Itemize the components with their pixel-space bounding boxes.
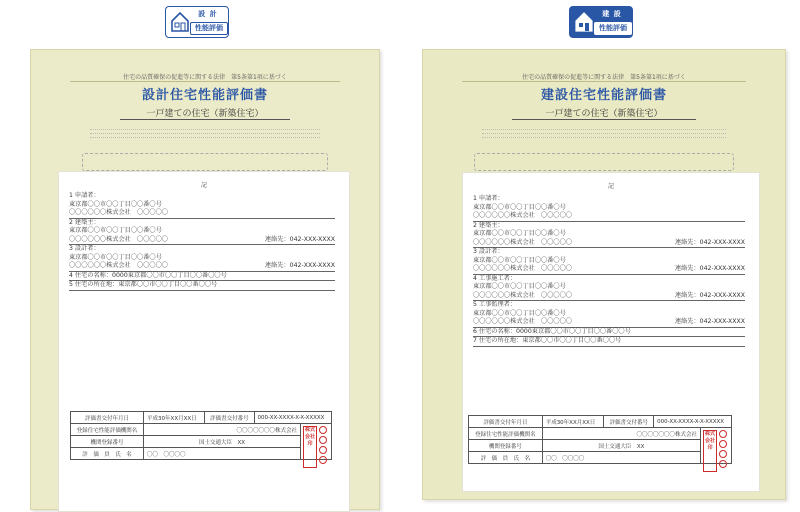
entry-item xyxy=(473,337,745,347)
entry-text: 1 申請者： xyxy=(473,195,504,202)
entry-detail xyxy=(473,257,745,266)
construction-performance-logo xyxy=(569,6,633,38)
entry-label xyxy=(69,245,335,254)
entry-text: 〇〇〇〇〇〇株式会社 〇〇〇〇〇 xyxy=(69,209,168,216)
entry-item xyxy=(69,192,335,219)
evaluator-value: 〇〇 〇〇〇〇 xyxy=(542,452,700,464)
construction-evaluation-document xyxy=(422,49,786,500)
divider xyxy=(120,119,290,120)
entry-text: 〇〇〇〇〇〇株式会社 〇〇〇〇〇 xyxy=(473,291,572,299)
evaluator-label: 評 価 員 氏 名 xyxy=(71,448,144,460)
entry-detail xyxy=(69,209,335,219)
entry-label xyxy=(473,301,745,310)
entry-detail xyxy=(473,230,745,239)
entry-label xyxy=(473,195,745,204)
entry-text: 3 設計者： xyxy=(69,245,100,252)
organization-label: 登録住宅性能評価機関名 xyxy=(71,424,144,436)
entry-text: 〇〇〇〇〇〇株式会社 〇〇〇〇〇 xyxy=(69,235,168,243)
entry-label xyxy=(473,248,745,257)
entry-label xyxy=(473,275,745,284)
divider xyxy=(512,119,696,120)
logo-label-bottom: 性能評価 xyxy=(190,22,228,35)
entry-detail xyxy=(69,262,335,272)
entry-label xyxy=(473,222,745,231)
company-seal-stamp: 株式会社印 xyxy=(303,426,317,468)
entry-item xyxy=(473,222,745,249)
entry-list xyxy=(473,195,745,347)
organization-value: 〇〇〇〇〇〇〇株式会社 xyxy=(144,424,301,436)
note-box xyxy=(82,153,328,171)
design-performance-logo xyxy=(165,6,229,38)
entry-list xyxy=(69,192,335,291)
issue-date-label: 評価書交付年月日 xyxy=(469,416,543,428)
entry-detail xyxy=(69,236,335,246)
contact-phone: 連絡先：042-XXX-XXXX xyxy=(674,238,745,246)
entry-text: 6 住宅の名称：0000東京都〇〇市〇〇丁目〇〇番〇〇号 xyxy=(473,327,631,335)
entry-item xyxy=(473,328,745,338)
entry-text: 4 工事施工者： xyxy=(473,274,517,282)
entry-label xyxy=(69,281,335,291)
document-subtitle: 一戸建ての住宅（新築住宅） xyxy=(146,109,264,119)
entry-item xyxy=(473,301,745,328)
registration-value: 国土交通大臣 XX xyxy=(542,440,700,452)
logo-label-bottom: 性能評価 xyxy=(594,22,632,35)
entry-text: 〇〇〇〇〇〇株式会社 〇〇〇〇〇 xyxy=(473,318,572,325)
entry-detail xyxy=(473,292,745,302)
company-seal-stamp: 株式会社印 xyxy=(703,430,717,472)
issue-date-label: 評価書交付年月日 xyxy=(71,412,144,424)
fine-print xyxy=(482,129,726,141)
entry-detail xyxy=(473,318,745,328)
divider xyxy=(70,81,340,82)
evaluator-label: 評 価 員 氏 名 xyxy=(469,452,543,464)
entry-text: 4 住宅の名称：0000東京都〇〇市〇〇丁目〇〇番〇〇号 xyxy=(69,271,227,279)
evaluator-value: 〇〇 〇〇〇〇 xyxy=(144,448,301,460)
entry-text: 東京都〇〇市〇〇丁目〇〇番〇号 xyxy=(69,200,162,208)
issue-date-value: 平成30年XX月XX日 xyxy=(144,412,205,424)
entry-text: 〇〇〇〇〇〇株式会社 〇〇〇〇〇 xyxy=(473,212,572,219)
note-box xyxy=(474,153,734,171)
contact-phone: 連絡先：042-XXX-XXXX xyxy=(264,262,335,269)
issue-number-label: 評価書交付番号 xyxy=(205,412,254,424)
design-evaluation-document xyxy=(30,49,380,510)
seal-circles xyxy=(719,430,727,470)
entry-item xyxy=(69,272,335,282)
fine-print xyxy=(90,129,320,141)
law-reference: 住宅の品質確保の促進等に関する法律 第5条第1項に基づく xyxy=(522,74,686,81)
entry-item xyxy=(69,219,335,246)
entry-item xyxy=(473,248,745,275)
entry-text: 3 設計者： xyxy=(473,248,504,255)
document-title: 建設住宅性能評価書 xyxy=(540,88,667,103)
entry-text: 東京都〇〇市〇〇丁目〇〇番〇号 xyxy=(69,227,162,234)
contact-phone: 連絡先：042-XXX-XXXX xyxy=(674,318,745,325)
entry-detail xyxy=(473,204,745,213)
organization-value: 〇〇〇〇〇〇〇株式会社 xyxy=(542,428,700,440)
entry-detail xyxy=(69,227,335,236)
entry-text: 〇〇〇〇〇〇株式会社 〇〇〇〇〇 xyxy=(69,262,168,269)
entry-label xyxy=(69,192,335,201)
registration-value: 国土交通大臣 XX xyxy=(144,436,301,448)
entry-detail xyxy=(473,265,745,275)
entry-text: 東京都〇〇市〇〇丁目〇〇番〇号 xyxy=(473,309,566,317)
logo-label-top: 設 計 xyxy=(198,10,218,18)
issue-number-value: 000-XX-XXXX-X-X-XXXXX xyxy=(254,412,331,424)
entry-text: 7 住宅の所在地：東京都〇〇市〇〇丁目〇〇番〇〇号 xyxy=(473,337,622,344)
issue-number-label: 評価書交付番号 xyxy=(604,416,654,428)
issuance-table xyxy=(70,411,332,460)
entry-item xyxy=(69,245,335,272)
entry-detail xyxy=(473,283,745,292)
entry-text: 東京都〇〇市〇〇丁目〇〇番〇号 xyxy=(69,253,162,261)
entry-item xyxy=(69,281,335,291)
entry-text: 5 住宅の所在地：東京都〇〇市〇〇丁目〇〇番〇〇号 xyxy=(69,281,218,288)
law-reference: 住宅の品質確保の促進等に関する法律 第5条第1項に基づく xyxy=(123,74,287,81)
contact-phone: 連絡先：042-XXX-XXXX xyxy=(674,265,745,272)
entry-text: 5 工事監理者： xyxy=(473,301,517,308)
entry-text: 2 建築主： xyxy=(69,218,100,226)
entry-detail xyxy=(473,310,745,319)
house-icon xyxy=(170,11,190,33)
entry-detail xyxy=(473,239,745,249)
registration-label: 機関登録番号 xyxy=(469,440,543,452)
entry-label xyxy=(473,328,745,338)
stamp-cell xyxy=(701,428,732,464)
document-title: 設計住宅性能評価書 xyxy=(141,88,268,103)
entry-detail xyxy=(473,212,745,222)
entry-text: 〇〇〇〇〇〇株式会社 〇〇〇〇〇 xyxy=(473,265,572,272)
entry-detail xyxy=(69,201,335,210)
entry-item xyxy=(473,195,745,222)
contact-phone: 連絡先：042-XXX-XXXX xyxy=(264,235,335,243)
record-heading: 記 xyxy=(200,182,207,189)
entry-label xyxy=(473,337,745,347)
contact-phone: 連絡先：042-XXX-XXXX xyxy=(674,291,745,299)
entry-detail xyxy=(69,254,335,263)
issue-date-value: 平成30年XX月XX日 xyxy=(542,416,604,428)
issue-number-value: 000-XX-XXXX-X-X-XXXXX xyxy=(654,416,732,428)
entry-text: 2 建築主： xyxy=(473,221,504,229)
record-heading: 記 xyxy=(607,183,614,190)
seal-circles xyxy=(319,426,327,466)
entry-text: 東京都〇〇市〇〇丁目〇〇番〇号 xyxy=(473,230,566,237)
divider xyxy=(462,81,746,82)
entry-item xyxy=(473,275,745,302)
entry-text: 東京都〇〇市〇〇丁目〇〇番〇号 xyxy=(473,283,566,290)
entry-text: 東京都〇〇市〇〇丁目〇〇番〇号 xyxy=(473,256,566,264)
entry-text: 1 申請者： xyxy=(69,192,100,199)
document-subtitle: 一戸建ての住宅（新築住宅） xyxy=(545,109,663,119)
organization-label: 登録住宅性能評価機関名 xyxy=(469,428,543,440)
entry-text: 〇〇〇〇〇〇株式会社 〇〇〇〇〇 xyxy=(473,238,572,246)
issuance-table xyxy=(468,415,732,464)
registration-label: 機関登録番号 xyxy=(71,436,144,448)
entry-label xyxy=(69,272,335,282)
stamp-cell xyxy=(301,424,332,460)
logo-label-top: 建 設 xyxy=(602,10,622,18)
entry-label xyxy=(69,219,335,228)
house-icon xyxy=(574,11,594,33)
entry-text: 東京都〇〇市〇〇丁目〇〇番〇号 xyxy=(473,203,566,211)
